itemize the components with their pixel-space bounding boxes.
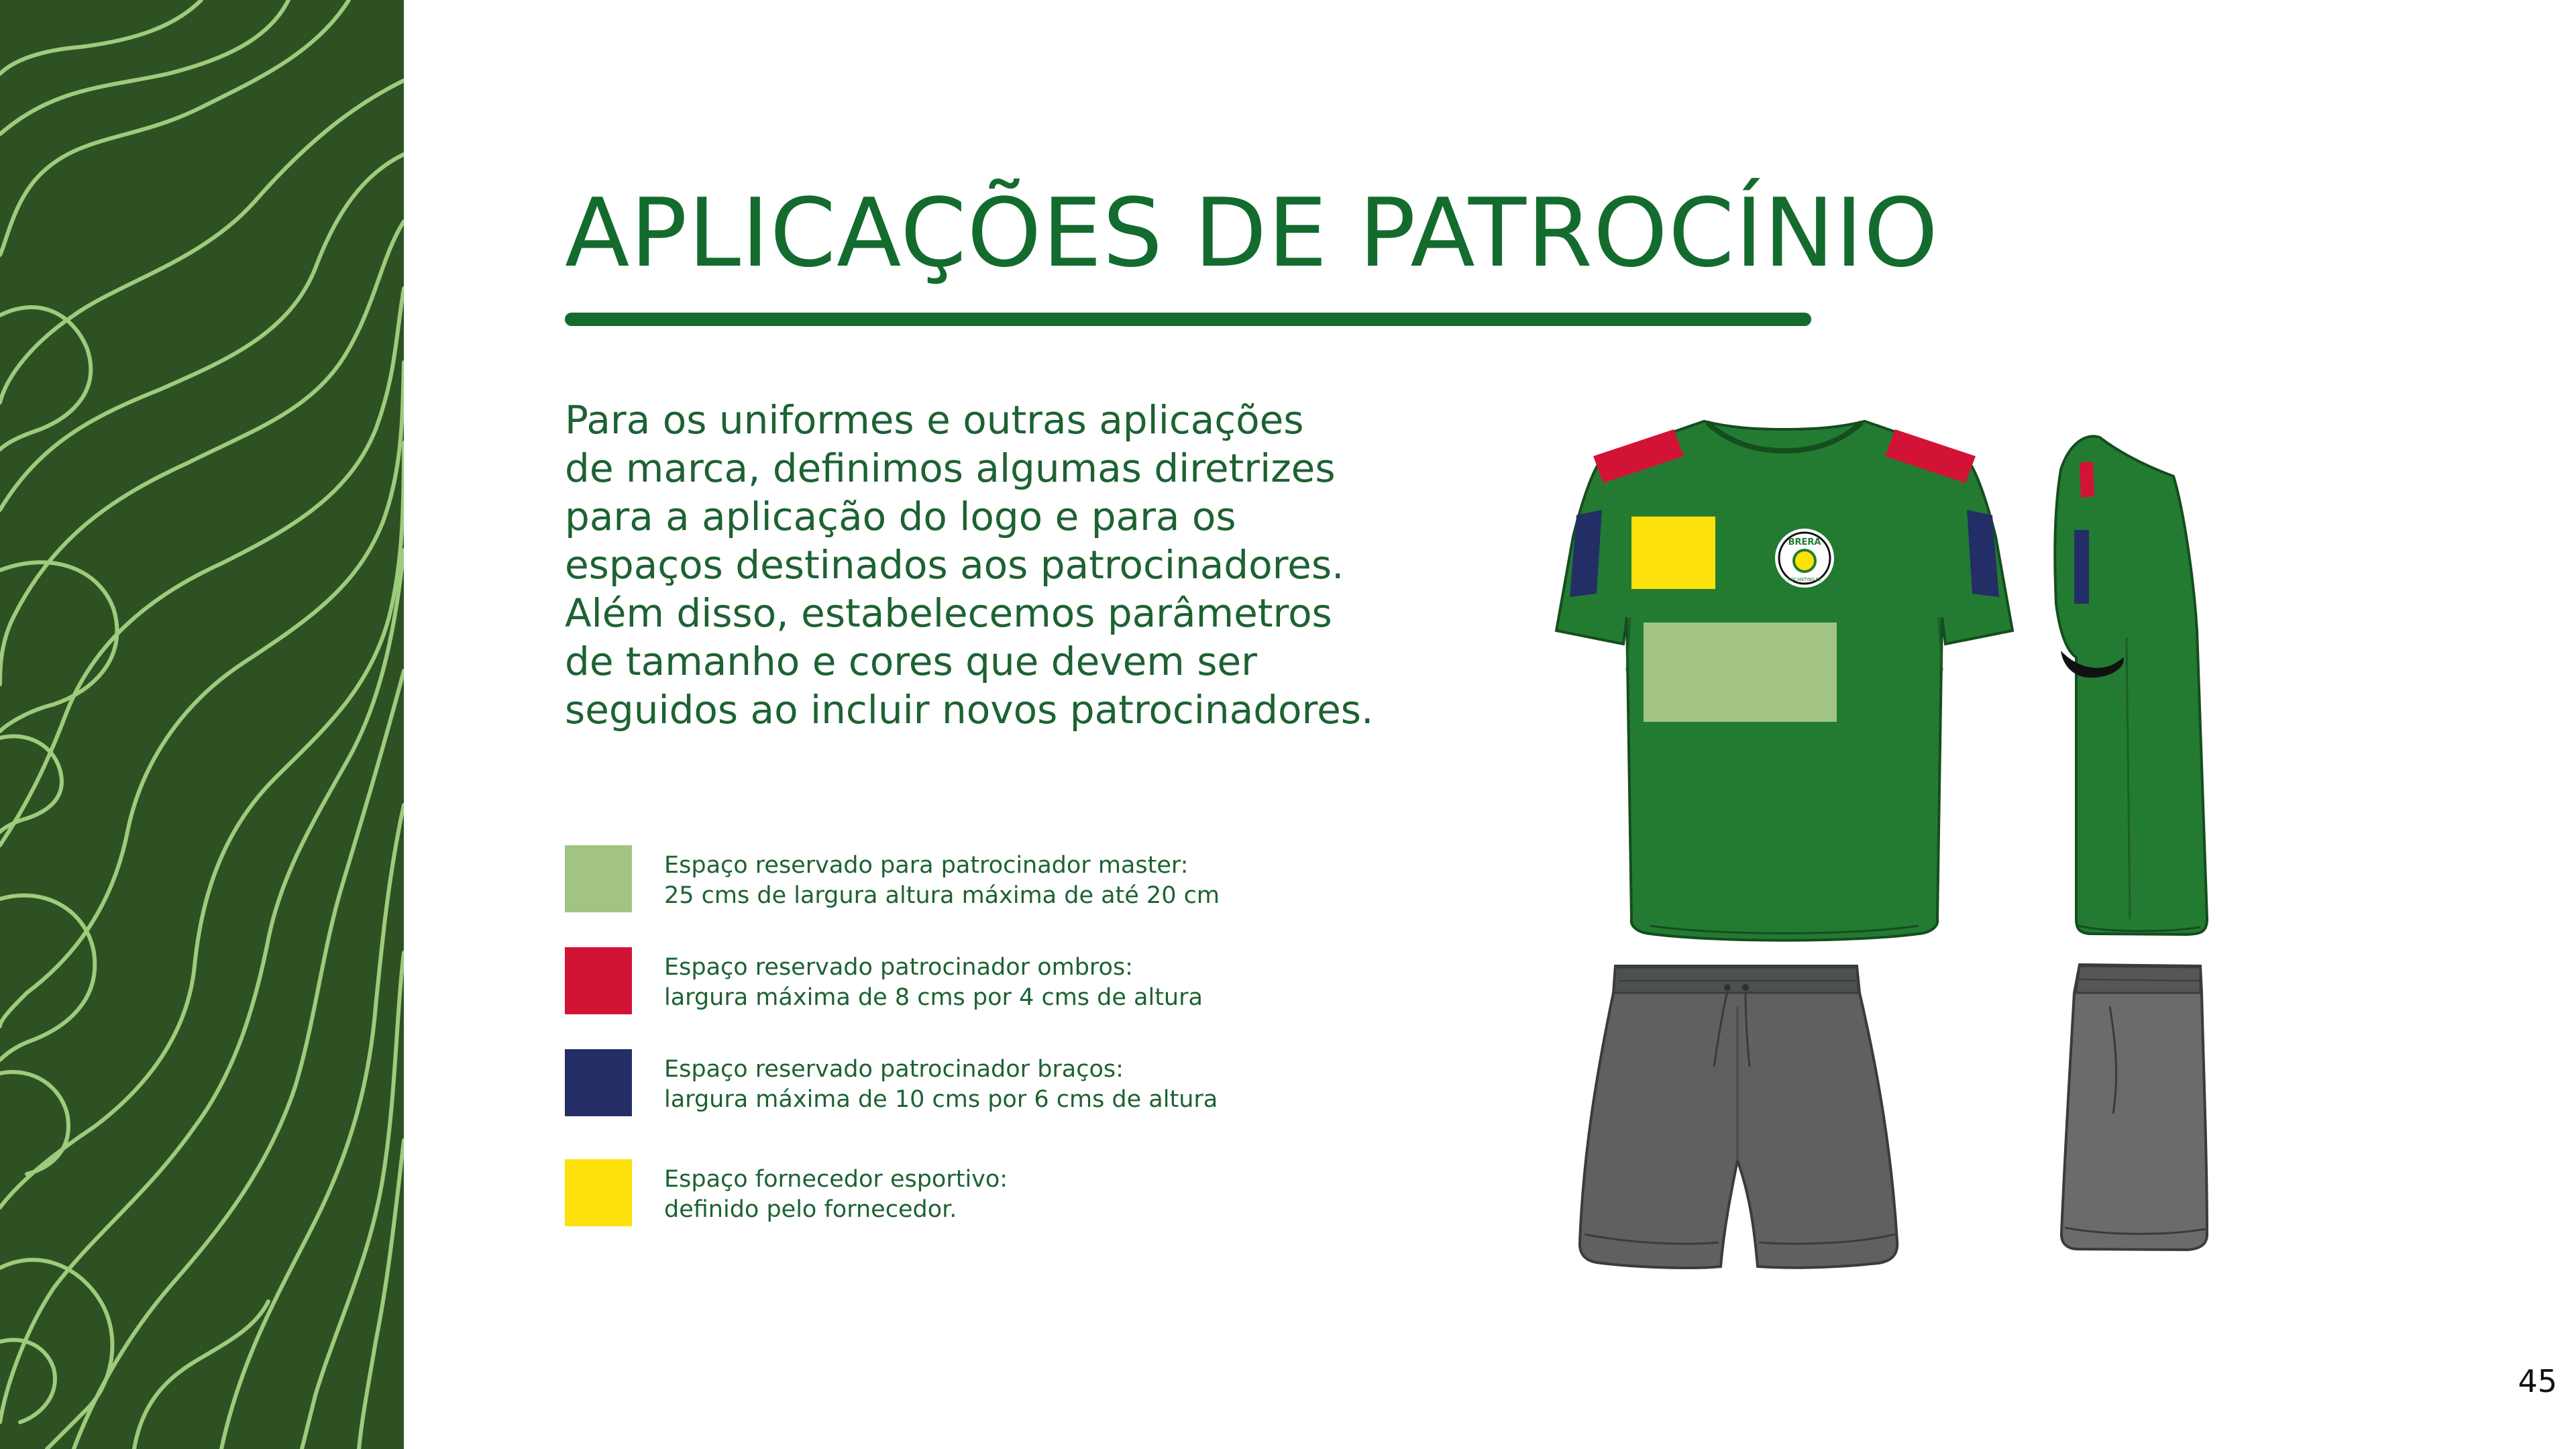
shorts-front bbox=[1580, 966, 1897, 1268]
intro-line: de tamanho e cores que devem ser bbox=[565, 639, 1257, 684]
intro-line: seguidos ao incluir novos patrocinadores. bbox=[565, 687, 1374, 733]
shorts-side bbox=[2061, 965, 2207, 1250]
shirt-front bbox=[1556, 421, 2012, 941]
club-crest bbox=[1774, 527, 1835, 589]
uniform-illustration bbox=[1503, 402, 2267, 1355]
legend-title: Espaço fornecedor esportivo: bbox=[664, 1166, 1008, 1193]
crest-top-text: BRERA bbox=[1788, 537, 1821, 547]
legend-text bbox=[664, 1165, 1008, 1225]
master-sponsor-area bbox=[1644, 623, 1837, 722]
legend-title: Espaço reservado patrocinador braços: bbox=[664, 1056, 1124, 1083]
shoulders-swatch bbox=[565, 947, 632, 1014]
uniform-mockups bbox=[1503, 402, 2267, 1358]
legend-detail: definido pelo fornecedor. bbox=[664, 1196, 957, 1223]
legend-detail: largura máxima de 10 cms por 6 cms de altura bbox=[664, 1086, 1218, 1113]
legend-title: Espaço reservado patrocinador ombros: bbox=[664, 954, 1133, 981]
legend-item-arms bbox=[565, 1049, 1437, 1116]
legend-item-shoulders bbox=[565, 947, 1437, 1014]
legend-text bbox=[664, 953, 1203, 1013]
crest-bottom-text: TOCANTINS FC bbox=[1787, 577, 1822, 582]
legend-title: Espaço reservado para patrocinador master: bbox=[664, 852, 1189, 879]
side-arm-sponsor bbox=[2074, 530, 2089, 604]
master-swatch bbox=[565, 845, 632, 912]
legend-detail: largura máxima de 8 cms por 4 cms de altura bbox=[664, 984, 1203, 1011]
arms-swatch bbox=[565, 1049, 632, 1116]
supplier-swatch bbox=[565, 1159, 632, 1226]
intro-line: espaços destinados aos patrocinadores. bbox=[565, 542, 1344, 588]
page-number: 45 bbox=[2518, 1363, 2557, 1399]
shirt-side bbox=[2055, 436, 2207, 934]
page-title: APLICAÇÕES DE PATROCÍNIO bbox=[565, 178, 1939, 288]
intro-line: Além disso, estabelecemos parâmetros bbox=[565, 590, 1332, 636]
legend-text bbox=[664, 851, 1220, 911]
topographic-pattern bbox=[0, 0, 404, 1449]
intro-paragraph bbox=[565, 396, 1437, 734]
arm-sponsor-right bbox=[1967, 510, 1999, 597]
decorative-side-panel bbox=[0, 0, 404, 1449]
supplier-sponsor-area bbox=[1631, 517, 1715, 589]
intro-line: de marca, definimos algumas diretrizes bbox=[565, 445, 1336, 491]
arm-sponsor-left bbox=[1570, 510, 1602, 597]
legend-item-supplier bbox=[565, 1159, 1437, 1226]
intro-line: Para os uniformes e outras aplicações bbox=[565, 397, 1304, 443]
title-underline bbox=[565, 313, 1811, 326]
legend-text bbox=[664, 1055, 1218, 1115]
intro-line: para a aplicação do logo e para os bbox=[565, 494, 1236, 539]
legend-item-master bbox=[565, 845, 1437, 912]
legend-detail: 25 cms de largura altura máxima de até 20 cm bbox=[664, 882, 1220, 909]
